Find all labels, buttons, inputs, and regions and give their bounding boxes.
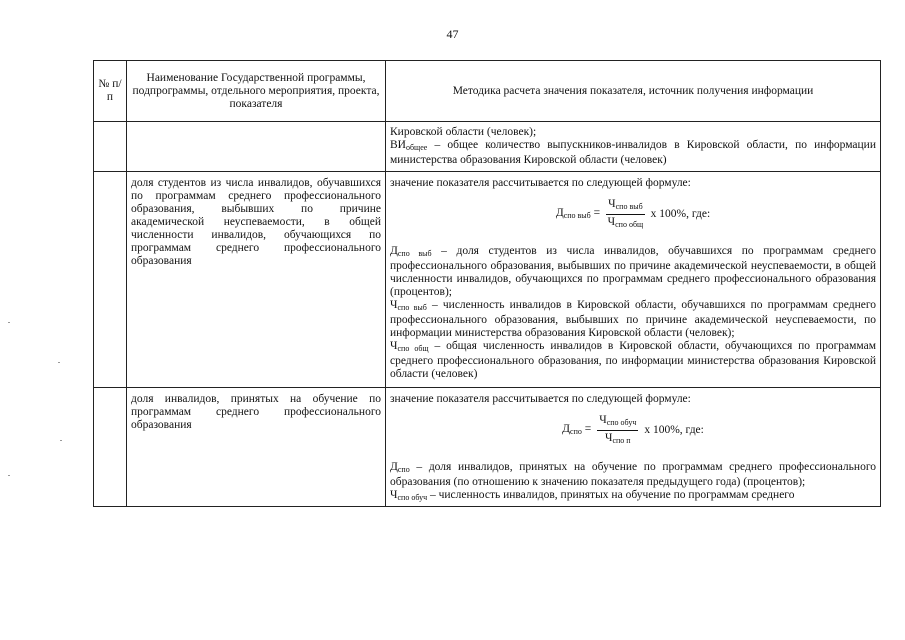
table-row: [94, 122, 881, 172]
table-row: [94, 172, 881, 388]
formula-fraction: [606, 198, 645, 231]
table-header-row: [94, 61, 881, 122]
row-number-cell: [94, 388, 127, 507]
definition: $Д_{спо выб}$ – доля студентов из числа инвалидов, обучавшихся по программам среднего профессионального образования, выбывших по причине академической неуспеваемости, в общей численности инвалидов, обучающихся по программам среднего профессионального образования (процентов);: [390, 245, 876, 298]
indicator-methodology-table: [93, 60, 881, 507]
row-name-cell: [127, 122, 386, 172]
formula-denominator: $Ч_{спо общ}$: [607, 216, 644, 229]
row-methodology-cell: [386, 122, 881, 172]
formula-numerator: $Ч_{спо обуч}$: [597, 414, 638, 431]
row-methodology-cell: [386, 388, 881, 507]
formula-denominator: $Ч_{спо п}$: [604, 432, 631, 445]
table-row: [94, 388, 881, 507]
definition: $Ч_{спо выб}$ – численность инвалидов в Кировской области, обучавшихся по программам среднего профессионального образования, выбывших по причине академической неуспеваемости, по информации министерства образования Кировской области (человек);: [390, 299, 877, 339]
formula-tail: x 100%, где:: [644, 424, 704, 436]
scan-artifact: [8, 475, 10, 476]
formula-tail: x 100%, где:: [650, 208, 711, 220]
scan-artifact: [60, 440, 62, 441]
header-number: № п/п: [94, 61, 127, 122]
definition: $Ч_{спо общ}$ – общая численность инвалидов в Кировской области, обучающихся по программам среднего профессионального образования, по информации министерства образования Кировской области (человек): [390, 340, 876, 380]
formula-intro: значение показателя рассчитывается по следующей формуле:: [390, 177, 691, 189]
indicator-name: доля студентов из числа инвалидов, обучавшихся по программам среднего профессионального образования, выбывших по причине академической неуспеваемости, в общей численности инвалидов, обучающихся по программам среднего профессионального образования: [127, 172, 386, 388]
formula-fraction: [597, 414, 638, 447]
continuation-line: Кировской области (человек);: [390, 126, 537, 138]
row-number-cell: [94, 122, 127, 172]
formula-lhs: $Д_{спо выб}$ =: [555, 207, 601, 220]
definition: $ВИ_{общее}$ – общее количество выпускников-инвалидов в Кировской области, по информации министерства образования Кировской области (человек): [390, 139, 876, 166]
scan-artifact: [8, 322, 10, 323]
page-number: 47: [446, 27, 459, 41]
scan-artifact: [58, 362, 60, 363]
row-number-cell: [94, 172, 127, 388]
formula: [390, 414, 876, 447]
definition: $Ч_{спо обуч}$ – численность инвалидов, принятых на обучение по программам среднего: [390, 489, 795, 502]
header-name: Наименование Государственной программы, подпрограммы, отдельного мероприятия, проекта, показателя: [127, 61, 386, 122]
formula-numerator: $Ч_{спо выб}$: [606, 198, 645, 215]
formula: [390, 198, 876, 231]
definition: $Д_{спо}$ – доля инвалидов, принятых на обучение по программам среднего профессионального образования (по отношению к значению показателя предыдущего года) (процентов);: [390, 461, 876, 488]
row-methodology-cell: [386, 172, 881, 388]
formula-lhs: $Д_{спо}$ =: [562, 423, 592, 436]
indicator-name: доля инвалидов, принятых на обучение по программам среднего профессионального образования: [127, 388, 386, 507]
header-methodology: Методика расчета значения показателя, источник получения информации: [386, 61, 881, 122]
formula-intro: значение показателя рассчитывается по следующей формуле:: [390, 393, 691, 405]
